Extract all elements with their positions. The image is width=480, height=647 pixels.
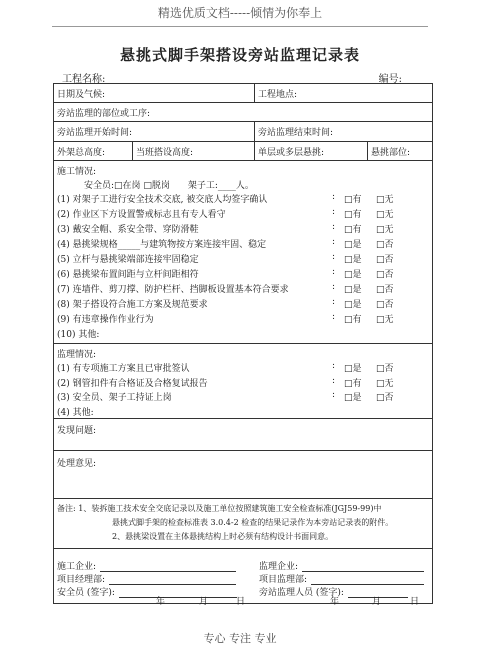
item-colon: : bbox=[332, 237, 336, 247]
supervision-dept-label: 项目监理部: bbox=[259, 575, 308, 585]
total-height-label: 外架总高度: bbox=[57, 147, 106, 158]
supervision-section bbox=[54, 344, 432, 419]
left-year: 年 bbox=[156, 597, 166, 607]
project-name-label: 工程名称: bbox=[62, 74, 106, 85]
item-text: (2) 钢管扣件有合格证及合格复试报告 bbox=[57, 378, 208, 389]
form-title: 悬挑式脚手架搭设旁站监理记录表 bbox=[119, 46, 360, 64]
signature-section bbox=[54, 549, 432, 605]
option-two-checkbox[interactable]: □无 bbox=[376, 225, 394, 235]
option-two-checkbox[interactable]: □否 bbox=[376, 240, 394, 250]
item-colon: : bbox=[332, 252, 336, 262]
end-time-label: 旁站监理结束时间: bbox=[258, 128, 334, 138]
remarks-line-2: 悬挑式脚手架的检查标准表 3.0.4-2 检查的结果记录作为本旁站记录表的附件。 bbox=[112, 518, 394, 527]
item-text: (2) 作业区下方设置警戒标志且有专人看守 bbox=[57, 210, 226, 220]
construction-heading: 施工情况: bbox=[57, 167, 97, 177]
option-two-checkbox[interactable]: □否 bbox=[376, 255, 394, 265]
right-day: 日 bbox=[410, 597, 420, 607]
single-multi-label: 单层或多层悬挑: bbox=[258, 147, 325, 158]
right-month: 月 bbox=[372, 597, 382, 607]
option-one-checkbox[interactable]: □有 bbox=[344, 195, 362, 205]
item-colon: : bbox=[332, 361, 336, 371]
option-one-checkbox[interactable]: □是 bbox=[344, 285, 362, 295]
remarks-line-1: 备注: 1、装拆施工技术安全交底记录以及施工单位按照建筑施工安全检查标准(JGJ59-99)中 bbox=[57, 504, 382, 513]
item-text: (1) 有专项施工方案且已审批签认 bbox=[57, 364, 190, 374]
supervision-item[interactable] bbox=[54, 390, 432, 404]
opinion-section[interactable] bbox=[54, 451, 432, 499]
item-text: (3) 安全员、架子工持证上岗 bbox=[57, 393, 172, 403]
right-sign-2[interactable] bbox=[259, 572, 424, 585]
item-text: (1) 对架子工进行安全技术交底, 被交底人均签字确认 bbox=[57, 195, 268, 205]
construction-item[interactable] bbox=[54, 282, 432, 296]
item-colon: : bbox=[332, 222, 336, 232]
construction-item[interactable] bbox=[54, 192, 432, 206]
single-multi-field[interactable] bbox=[254, 142, 367, 160]
option-two-checkbox[interactable]: □无 bbox=[376, 378, 394, 389]
row-date-site bbox=[54, 84, 432, 103]
supervisor-sign-label: 旁站监理人员 (签字): bbox=[259, 588, 344, 598]
left-day: 日 bbox=[236, 597, 246, 607]
item-colon: : bbox=[332, 297, 336, 307]
option-one-checkbox[interactable]: □是 bbox=[344, 255, 362, 265]
right-sign-1[interactable] bbox=[259, 559, 424, 572]
cantilever-part-field[interactable] bbox=[367, 142, 432, 160]
supervision-heading: 监理情况: bbox=[57, 350, 97, 360]
item-colon: : bbox=[332, 207, 336, 217]
safety-officer-label: 安全员 (签字): bbox=[57, 588, 115, 598]
shift-height-label: 当班搭设高度: bbox=[136, 147, 194, 158]
supervision-company-label: 监理企业: bbox=[259, 562, 299, 572]
left-sign-3[interactable] bbox=[57, 585, 237, 598]
remarks-section bbox=[54, 499, 432, 549]
supervision-item[interactable] bbox=[54, 361, 432, 375]
problems-section[interactable] bbox=[54, 419, 432, 451]
item-text: (5) 立杆与悬挑梁端部连接牢固稳定 bbox=[57, 255, 199, 265]
option-one-checkbox[interactable]: □有 bbox=[344, 315, 362, 325]
item-colon: : bbox=[332, 375, 336, 386]
construction-section bbox=[54, 161, 432, 344]
date-weather-label: 日期及气候: bbox=[57, 89, 106, 100]
option-two-checkbox[interactable]: □无 bbox=[376, 195, 394, 205]
item-text: (7) 连墙件、剪刀撑、防护栏杆、挡脚板设置基本符合要求 bbox=[57, 285, 289, 295]
option-one-checkbox[interactable]: □是 bbox=[344, 364, 362, 374]
item-text: (4) 其他: bbox=[57, 407, 94, 418]
form-subheader bbox=[62, 70, 420, 84]
option-one-checkbox[interactable]: □有 bbox=[344, 210, 362, 220]
construction-item[interactable] bbox=[54, 252, 432, 266]
total-height-field[interactable] bbox=[54, 142, 132, 160]
construction-item[interactable] bbox=[54, 312, 432, 326]
start-time-field[interactable] bbox=[54, 122, 254, 141]
part-process-label: 旁站监理的部位或工序: bbox=[57, 108, 151, 119]
item-colon: : bbox=[332, 282, 336, 292]
option-one-checkbox[interactable]: □有 bbox=[344, 378, 362, 389]
opinion-label: 处理意见: bbox=[57, 459, 97, 469]
row-heights bbox=[54, 142, 432, 161]
construction-item[interactable] bbox=[54, 222, 432, 236]
option-one-checkbox[interactable]: □是 bbox=[344, 270, 362, 280]
part-process-field[interactable] bbox=[54, 103, 432, 121]
option-two-checkbox[interactable]: □否 bbox=[376, 364, 394, 374]
number-label: 编号: bbox=[378, 74, 402, 85]
safety-status-text: 安全员:□在岗 □脱岗 架子工:____人。 bbox=[84, 181, 254, 191]
option-two-checkbox[interactable]: □无 bbox=[376, 315, 394, 325]
document-header: 精选优质文档-----倾情为你奉上 bbox=[157, 6, 323, 20]
shift-height-field[interactable] bbox=[132, 142, 254, 160]
item-text: (3) 戴安全帽、系安全带、穿防滑鞋 bbox=[57, 225, 199, 235]
option-one-checkbox[interactable]: □有 bbox=[344, 225, 362, 235]
safety-line[interactable] bbox=[54, 178, 432, 192]
header-divider bbox=[52, 26, 428, 27]
left-sign-1[interactable] bbox=[57, 559, 236, 572]
problems-label: 发现问题: bbox=[57, 426, 97, 436]
option-two-checkbox[interactable]: □否 bbox=[376, 285, 394, 295]
row-times bbox=[54, 122, 432, 142]
item-text: (10) 其他: bbox=[57, 330, 100, 340]
item-colon: : bbox=[332, 390, 336, 400]
item-text: (9) 有违章操作作业行为 bbox=[57, 315, 154, 325]
supervision-item[interactable] bbox=[54, 376, 432, 390]
construction-item[interactable] bbox=[54, 237, 432, 251]
item-text: (4) 悬挑梁规格_____与建筑物按方案连接牢固、稳定 bbox=[57, 240, 267, 250]
construction-item[interactable] bbox=[54, 267, 432, 281]
item-colon: : bbox=[332, 312, 336, 322]
item-colon: : bbox=[332, 267, 336, 277]
option-two-checkbox[interactable]: □否 bbox=[376, 270, 394, 280]
option-one-checkbox[interactable]: □是 bbox=[344, 393, 362, 403]
construction-item[interactable] bbox=[54, 207, 432, 221]
option-two-checkbox[interactable]: □否 bbox=[376, 393, 394, 403]
end-time-field[interactable] bbox=[254, 122, 432, 141]
item-colon: : bbox=[332, 192, 336, 202]
supervision-form bbox=[53, 83, 433, 607]
site-field[interactable] bbox=[254, 84, 432, 102]
item-text: (8) 架子搭设符合施工方案及规范要求 bbox=[57, 300, 208, 310]
construction-item[interactable] bbox=[54, 327, 432, 341]
remarks-line-3: 2、悬挑梁设置在主体悬挑结构上时必须有结构设计书面同意。 bbox=[112, 532, 334, 541]
row-part-process bbox=[54, 103, 432, 122]
date-weather-field[interactable] bbox=[54, 84, 254, 102]
start-time-label: 旁站监理开始时间: bbox=[57, 128, 133, 138]
cantilever-part-label: 悬挑部位: bbox=[371, 147, 411, 158]
item-text: (6) 悬挑梁布置间距与立杆间距相符 bbox=[57, 270, 199, 280]
right-year: 年 bbox=[330, 597, 340, 607]
option-one-checkbox[interactable]: □是 bbox=[344, 300, 362, 310]
site-label: 工程地点: bbox=[258, 89, 298, 100]
construction-company-label: 施工企业: bbox=[57, 562, 97, 572]
option-two-checkbox[interactable]: □无 bbox=[376, 210, 394, 220]
left-sign-2[interactable] bbox=[57, 572, 236, 585]
supervision-item[interactable] bbox=[54, 405, 432, 419]
left-month: 月 bbox=[199, 597, 209, 607]
option-one-checkbox[interactable]: □是 bbox=[344, 240, 362, 250]
construction-item[interactable] bbox=[54, 297, 432, 311]
option-two-checkbox[interactable]: □否 bbox=[376, 300, 394, 310]
document-footer: 专心 专注 专业 bbox=[203, 632, 277, 645]
project-manager-label: 项目经理部: bbox=[57, 575, 106, 585]
